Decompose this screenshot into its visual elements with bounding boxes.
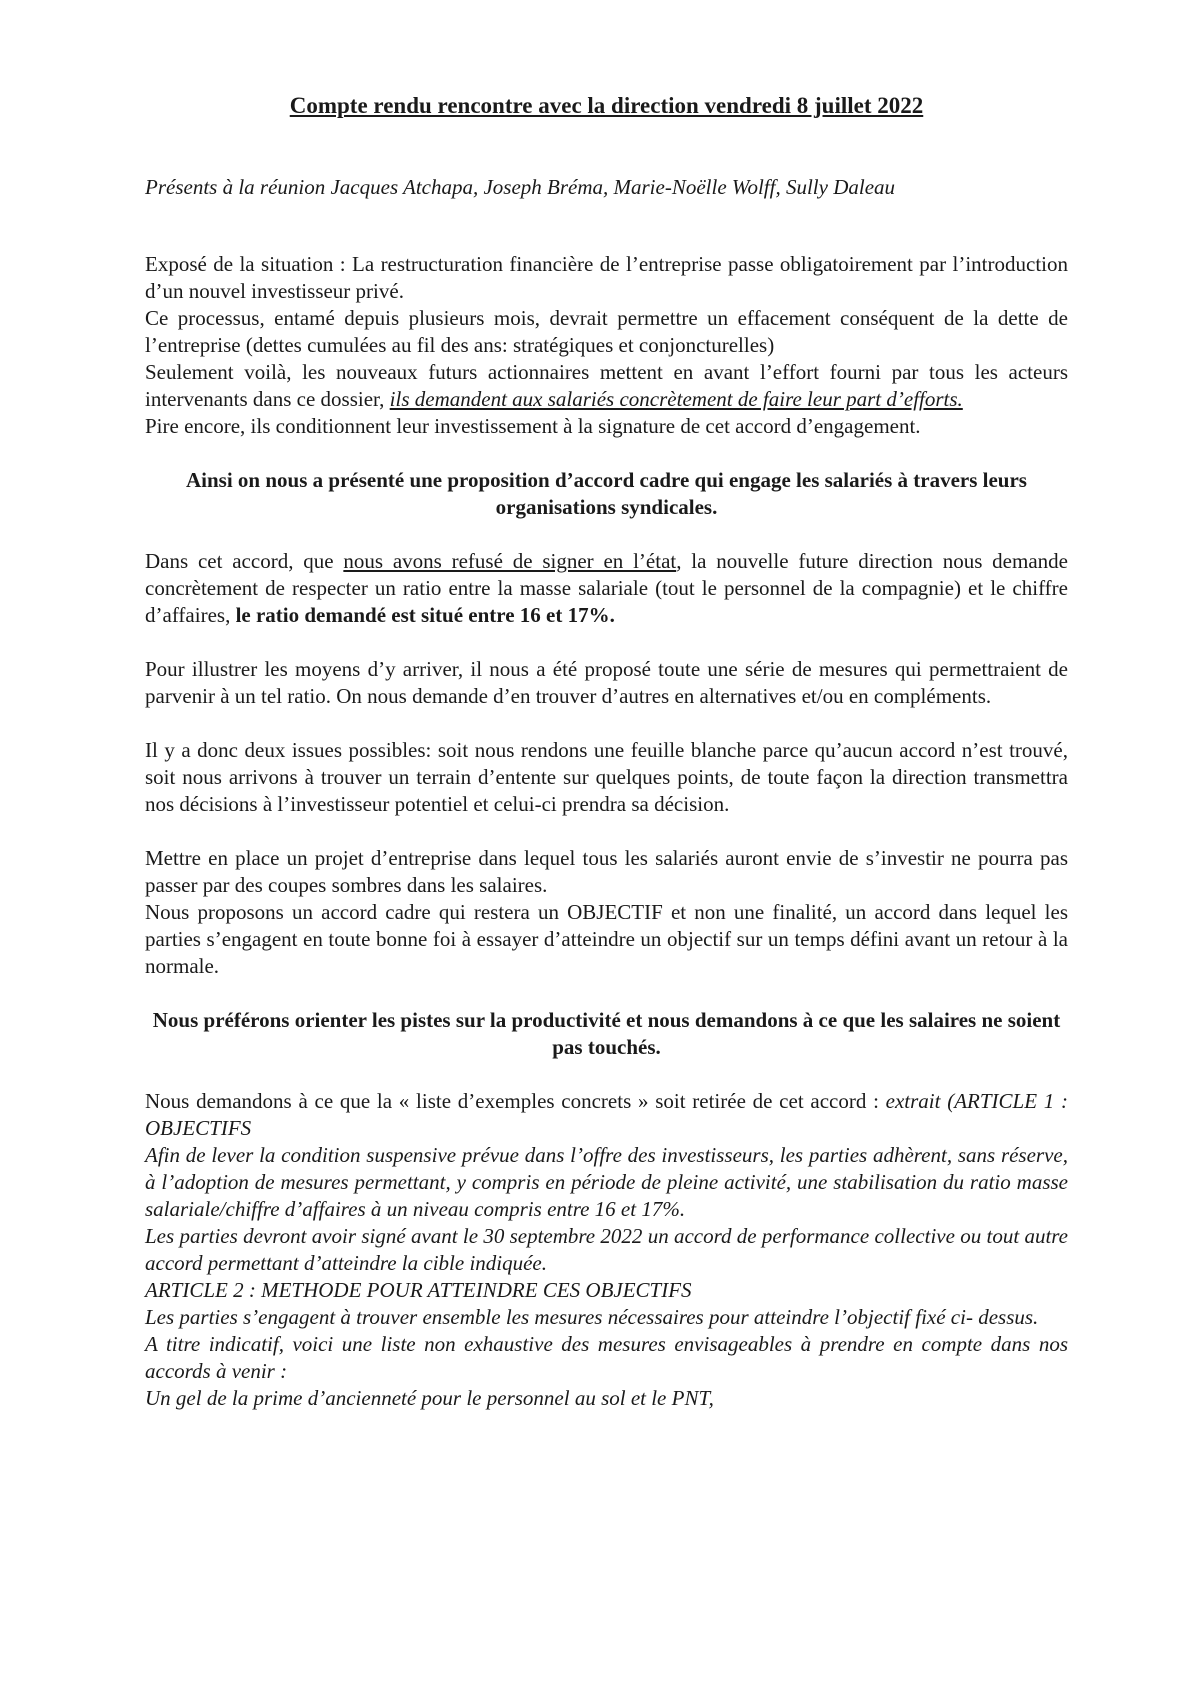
ratio-emphasis: le ratio demandé est situé entre 16 et 17%. [235,603,615,627]
extract-intro [145,1088,1068,1142]
article-1-deadline: Les parties devront avoir signé avant le 30 septembre 2022 un accord de performance collective ou tout autre accord permettant d’atteindre la cible indiquée. [145,1224,1068,1275]
article-1-text: Afin de lever la condition suspensive prévue dans l’offre des investisseurs, les parties adhèrent, sans réserve, à l’adoption de mesures permettant, y compris en période de pleine activité, une stabilisation du ratio masse salariale/chiffre d’affaires à un niveau compris entre 16 et 17%. [145,1143,1068,1221]
refusal-emphasis: nous avons refusé de signer en l’état [343,549,677,573]
measures-paragraph: Pour illustrer les moyens d’y arriver, il nous a été proposé toute une série de mesures qui permettraient de parvenir à un tel ratio. On nous demande d’en trouver d’autres en alternatives et/ou en compléments. [145,657,1068,708]
agreement-text-c: , la nouvelle future direction nous demande concrètement de respecter un ratio entre la masse salariale (tout le personnel de la compagnie) et le chiffre d’affaires, [145,549,1068,627]
situation-section [145,251,1068,440]
extract-label: extrait (ARTICLE 1 : OBJECTIFS [145,1089,1068,1140]
employee-effort-emphasis: ils demandent aux salariés concrètement de faire leur part d’efforts. [389,387,963,411]
situation-paragraph-2: Ce processus, entamé depuis plusieurs mois, devrait permettre un effacement conséquent de la dette de l’entreprise (dettes cumulées au fil des ans: stratégiques et conjoncturelles) [145,306,1068,357]
situation-paragraph-1: Exposé de la situation : La restructuration financière de l’entreprise passe obligatoirement par l’introduction d’un nouvel investisseur privé. [145,252,1068,303]
article-2-list-intro: A titre indicatif, voici une liste non exhaustive des mesures envisageables à prendre en compte dans nos accords à venir : [145,1332,1068,1383]
agreement-text-a: Dans cet accord, que [145,549,344,573]
outcomes-paragraph: Il y a donc deux issues possibles: soit nous rendons une feuille blanche parce qu’aucun accord n’est trouvé, soit nous arrivons à trouver un terrain d’entente sur quelques points, de toute façon la direction transmettra nos décisions à l’investisseur potentiel et celui-ci prendra sa décision. [145,738,1068,816]
extract-intro-text: Nous demandons à ce que la « liste d’exemples concrets » soit retirée de cet accord : [145,1089,886,1113]
proposal-section [145,845,1068,980]
article-2-list-item-1: Un gel de la prime d’ancienneté pour le personnel au sol et le PNT, [145,1386,714,1410]
extract-section [145,1088,1068,1412]
proposal-paragraph-1: Mettre en place un projet d’entreprise dans lequel tous les salariés auront envie de s’investir ne pourra pas passer par des coupes sombres dans les salaires. [145,846,1068,897]
situation-paragraph-4: Pire encore, ils conditionnent leur investissement à la signature de cet accord d’engagement. [145,414,921,438]
situation-text: Seulement voilà, les nouveaux futurs actionnaires mettent en avant l’effort fourni par tous les acteurs intervenants dans ce dossier, [145,360,1068,411]
proposal-paragraph-2: Nous proposons un accord cadre qui restera un OBJECTIF et non une finalité, un accord dans lequel les parties s’engagent en toute bonne foi à essayer d’atteindre un objectif sur un temps défini avant un retour à la normale. [145,900,1068,978]
section-heading-1: Ainsi on nous a présenté une proposition d’accord cadre qui engage les salariés à travers leurs organisations syndicales. [186,468,1027,519]
attendees-line: Présents à la réunion Jacques Atchapa, Joseph Bréma, Marie-Noëlle Wolff, Sully Daleau [145,175,896,199]
page-title: Compte rendu rencontre avec la direction vendredi 8 juillet 2022 [289,93,924,118]
situation-paragraph-3 [145,359,1068,413]
section-heading-2: Nous préférons orienter les pistes sur la productivité et nous demandons à ce que les salaires ne soient pas touchés. [152,1008,1061,1059]
article-2-heading: ARTICLE 2 : METHODE POUR ATTEINDRE CES OBJECTIFS [145,1278,692,1302]
article-2-text: Les parties s’engagent à trouver ensemble les mesures nécessaires pour atteindre l’objectif fixé ci- dessus. [145,1305,1039,1329]
agreement-paragraph [145,548,1068,629]
